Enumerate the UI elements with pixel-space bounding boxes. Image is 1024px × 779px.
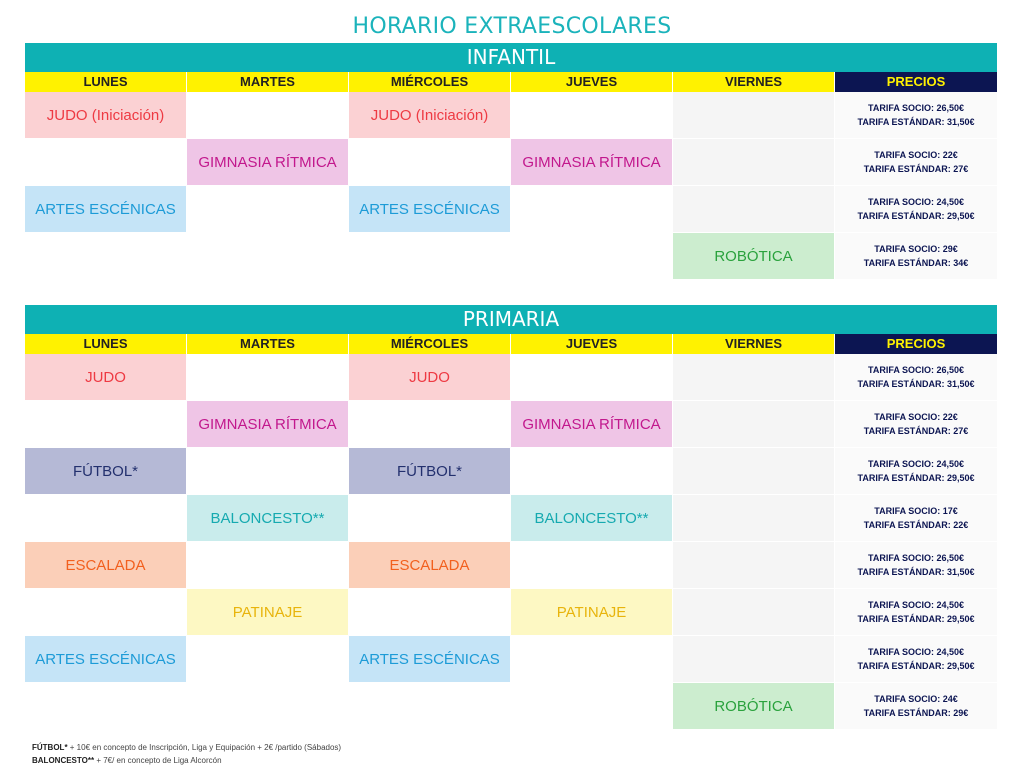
empty-cell [673,139,835,186]
empty-cell [349,683,511,730]
tarifa-estandar: TARIFA ESTÁNDAR: 31,50€ [857,117,975,127]
section-header-primaria: PRIMARIA [25,305,997,334]
empty-cell [187,448,349,495]
empty-cell [673,401,835,448]
empty-cell [673,186,835,233]
empty-cell [673,448,835,495]
activity-cell: GIMNASIA RÍTMICA [511,401,673,448]
empty-cell [25,233,187,280]
tarifa-estandar: TARIFA ESTÁNDAR: 31,50€ [857,567,975,577]
tarifa-socio: TARIFA SOCIO: 17€ [874,506,958,516]
tarifa-estandar: TARIFA ESTÁNDAR: 29,50€ [857,473,975,483]
empty-cell [25,401,187,448]
day-header-jueves: JUEVES [511,334,673,354]
tarifa-estandar: TARIFA ESTÁNDAR: 29,50€ [857,211,975,221]
day-header-martes: MARTES [187,334,349,354]
activity-cell: FÚTBOL* [25,448,187,495]
empty-cell [511,186,673,233]
price-cell [835,589,997,636]
tarifa-socio: TARIFA SOCIO: 26,50€ [867,553,965,563]
empty-cell [511,354,673,401]
price-cell [835,448,997,495]
empty-cell [673,354,835,401]
day-header-martes: MARTES [187,72,349,92]
empty-cell [187,683,349,730]
footnote-text: + 10€ en concepto de Inscripción, Liga y Equipación + 2€ /partido (Sábados) [67,743,342,752]
empty-cell [673,92,835,139]
empty-cell [511,233,673,280]
empty-cell [187,92,349,139]
activity-cell: JUDO (Iniciación) [349,92,511,139]
tarifa-estandar: TARIFA ESTÁNDAR: 29,50€ [857,661,975,671]
page-title: HORARIO EXTRAESCOLARES [352,14,672,39]
footnote-label: FÚTBOL* [32,743,68,752]
tarifa-estandar: TARIFA ESTÁNDAR: 22€ [863,520,969,530]
empty-cell [187,233,349,280]
tarifa-socio: TARIFA SOCIO: 26,50€ [867,103,965,113]
day-header-viernes: VIERNES [673,334,835,354]
empty-cell [187,354,349,401]
activity-cell: JUDO (Iniciación) [25,92,187,139]
activity-cell: JUDO [349,354,511,401]
section-infantil [25,43,997,280]
footnotes [32,741,341,767]
section-header-infantil: INFANTIL [25,43,997,72]
empty-cell [349,401,511,448]
empty-cell [25,495,187,542]
price-cell [835,354,997,401]
tarifa-estandar: TARIFA ESTÁNDAR: 27€ [863,426,969,436]
tarifa-socio: TARIFA SOCIO: 24,50€ [867,197,965,207]
tarifa-estandar: TARIFA ESTÁNDAR: 27€ [863,164,969,174]
tarifa-socio: TARIFA SOCIO: 22€ [874,412,958,422]
tarifa-socio: TARIFA SOCIO: 24€ [874,694,958,704]
footnote-text: + 7€/ en concepto de Liga Alcorcón [94,756,222,765]
empty-cell [673,636,835,683]
prices-header: PRECIOS [835,72,997,92]
price-cell [835,636,997,683]
activity-cell: BALONCESTO** [511,495,673,542]
schedule-grid-primaria [25,334,997,730]
activity-cell: ARTES ESCÉNICAS [349,186,511,233]
tarifa-estandar: TARIFA ESTÁNDAR: 29€ [863,708,969,718]
tarifa-estandar: TARIFA ESTÁNDAR: 34€ [863,258,969,268]
empty-cell [349,495,511,542]
empty-cell [673,589,835,636]
empty-cell [673,542,835,589]
empty-cell [25,683,187,730]
day-header-lunes: LUNES [25,334,187,354]
empty-cell [511,448,673,495]
activity-cell: FÚTBOL* [349,448,511,495]
day-header-miercoles: MIÉRCOLES [349,72,511,92]
price-cell [835,139,997,186]
empty-cell [349,139,511,186]
tarifa-socio: TARIFA SOCIO: 24,50€ [867,600,965,610]
footnote-futbol [32,741,341,754]
tarifa-estandar: TARIFA ESTÁNDAR: 31,50€ [857,379,975,389]
price-cell [835,683,997,730]
footnote-label: BALONCESTO** [32,756,95,765]
day-header-lunes: LUNES [25,72,187,92]
tarifa-estandar: TARIFA ESTÁNDAR: 29,50€ [857,614,975,624]
activity-cell: ROBÓTICA [673,233,835,280]
empty-cell [673,495,835,542]
prices-header: PRECIOS [835,334,997,354]
activity-cell: ROBÓTICA [673,683,835,730]
activity-cell: GIMNASIA RÍTMICA [187,401,349,448]
activity-cell: GIMNASIA RÍTMICA [511,139,673,186]
tarifa-socio: TARIFA SOCIO: 24,50€ [867,647,965,657]
footnote-baloncesto [32,754,341,767]
section-primaria [25,305,997,730]
price-cell [835,542,997,589]
activity-cell: JUDO [25,354,187,401]
price-cell [835,233,997,280]
empty-cell [511,636,673,683]
empty-cell [25,589,187,636]
empty-cell [511,92,673,139]
tarifa-socio: TARIFA SOCIO: 22€ [874,150,958,160]
day-header-jueves: JUEVES [511,72,673,92]
empty-cell [187,636,349,683]
activity-cell: ARTES ESCÉNICAS [25,636,187,683]
empty-cell [349,589,511,636]
activity-cell: PATINAJE [187,589,349,636]
schedule-grid-infantil [25,72,997,280]
tarifa-socio: TARIFA SOCIO: 29€ [874,244,958,254]
activity-cell: PATINAJE [511,589,673,636]
empty-cell [349,233,511,280]
empty-cell [511,683,673,730]
activity-cell: ESCALADA [349,542,511,589]
day-header-viernes: VIERNES [673,72,835,92]
price-cell [835,186,997,233]
activity-cell: ESCALADA [25,542,187,589]
tarifa-socio: TARIFA SOCIO: 26,50€ [867,365,965,375]
activity-cell: GIMNASIA RÍTMICA [187,139,349,186]
activity-cell: ARTES ESCÉNICAS [25,186,187,233]
tarifa-socio: TARIFA SOCIO: 24,50€ [867,459,965,469]
day-header-miercoles: MIÉRCOLES [349,334,511,354]
empty-cell [187,186,349,233]
activity-cell: ARTES ESCÉNICAS [349,636,511,683]
activity-cell: BALONCESTO** [187,495,349,542]
empty-cell [511,542,673,589]
empty-cell [187,542,349,589]
price-cell [835,495,997,542]
price-cell [835,401,997,448]
empty-cell [25,139,187,186]
price-cell [835,92,997,139]
